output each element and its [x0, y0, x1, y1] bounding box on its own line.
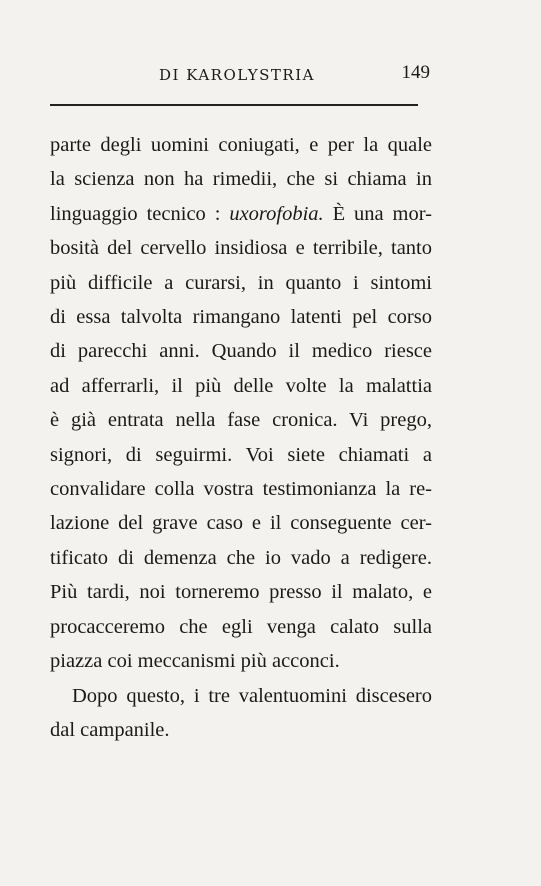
- text-run: di parecchi anni. Quando il medico riesce: [50, 340, 432, 363]
- text-run: procacceremo che egli venga calato sulla: [50, 615, 432, 638]
- text-run: Più tardi, noi torneremo presso il malato, e: [50, 581, 432, 604]
- text-line: [50, 575, 432, 609]
- text-line: [50, 266, 432, 300]
- text-run: più difficile a curarsi, in quanto i sintomi: [50, 271, 432, 294]
- text-line: [50, 610, 432, 644]
- text-run: Dopo questo, i tre valentuomini discesero: [72, 684, 432, 707]
- text-run: parte degli uomini coniugati, e per la quale: [50, 134, 432, 156]
- italic-term: uxorofobia.: [229, 202, 324, 225]
- text-run: tificato di demenza che io vado a redigere.: [50, 546, 432, 569]
- text-line: [50, 506, 432, 540]
- text-line: [50, 162, 432, 196]
- page-number: 149: [401, 62, 430, 83]
- text-run: È una mor-: [323, 202, 432, 225]
- text-run: dal campanile.: [50, 718, 170, 741]
- text-line: [50, 197, 432, 231]
- text-line: [50, 644, 432, 678]
- text-run: la scienza non ha rimedii, che si chiama in: [50, 168, 432, 191]
- text-line: [50, 438, 432, 472]
- text-line: [50, 300, 432, 334]
- text-line: [50, 334, 432, 368]
- text-run: piazza coi meccanismi più acconci.: [50, 650, 340, 673]
- text-run: linguaggio tecnico :: [50, 202, 230, 225]
- text-run: bosità del cervello insidiosa e terribile, tanto: [50, 237, 432, 260]
- text-line: [50, 679, 432, 713]
- text-run: signori, di seguirmi. Voi siete chiamati a: [50, 443, 432, 466]
- text-line: [50, 713, 432, 747]
- running-head: [52, 62, 430, 90]
- running-title: DI KAROLYSTRIA: [159, 66, 315, 84]
- text-run: è già entrata nella fase cronica. Vi prego,: [50, 409, 432, 432]
- text-run: lazione del grave caso e il conseguente cer-: [50, 512, 432, 535]
- text-line: [50, 128, 432, 162]
- header-rule: [50, 104, 418, 106]
- text-run: convalidare colla vostra testimonianza la re-: [50, 478, 432, 501]
- text-line: [50, 403, 432, 437]
- text-run: ad afferrarli, il più delle volte la malattia: [50, 374, 432, 397]
- text-line: [50, 231, 432, 265]
- text-run: di essa talvolta rimangano latenti pel corso: [50, 306, 432, 329]
- text-line: [50, 369, 432, 403]
- body-text: [50, 128, 432, 747]
- text-line: [50, 541, 432, 575]
- text-line: [50, 472, 432, 506]
